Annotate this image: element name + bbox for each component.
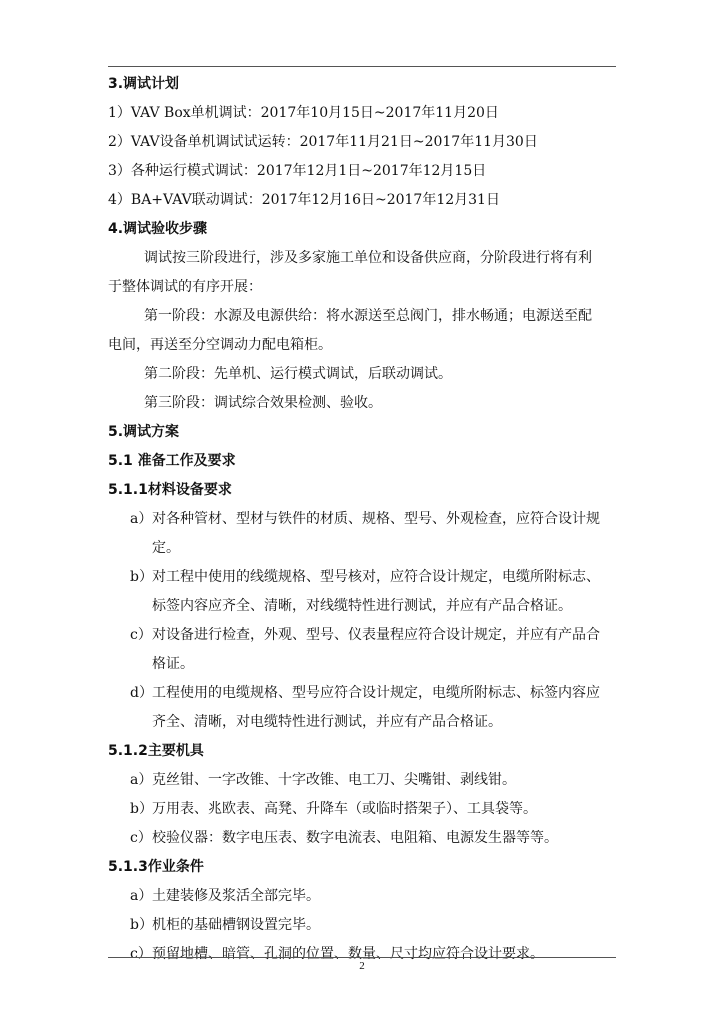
list-item bbox=[108, 882, 616, 911]
heading-5-1-3: 5.1.3作业条件 bbox=[108, 859, 204, 875]
list-text: 土建装修及浆活全部完毕。 bbox=[152, 888, 320, 904]
list-item bbox=[108, 621, 616, 650]
list-text: 克丝钳、一字改锥、十字改锥、电工刀、尖嘴钳、剥线钳。 bbox=[152, 772, 516, 788]
paragraph-line: 调试按三阶段进行，涉及多家施工单位和设备供应商，分阶段进行将有利 bbox=[144, 250, 592, 266]
list-label: a） bbox=[130, 511, 153, 527]
list-item bbox=[108, 505, 616, 534]
list-label: b） bbox=[130, 917, 153, 933]
list-text: 对各种管材、型材与铁件的材质、规格、型号、外观检查，应符合设计规 bbox=[152, 511, 600, 527]
list-text: 工程使用的电缆规格、型号应符合设计规定，电缆所附标志、标签内容应 bbox=[152, 685, 600, 701]
paragraph-line: 于整体调试的有序开展： bbox=[108, 279, 262, 295]
plan-item: 2）VAV设备单机调试试运转：2017年11月21日~2017年11月30日 bbox=[108, 134, 538, 150]
list-text-continued: 格证。 bbox=[152, 656, 194, 672]
header-rule bbox=[108, 66, 616, 67]
paragraph-line: 第三阶段：调试综合效果检测、验收。 bbox=[144, 395, 382, 411]
heading-3: 3.调试计划 bbox=[108, 76, 180, 92]
document-body bbox=[108, 70, 616, 969]
paragraph-line: 电间，再送至分空调动力配电箱柜。 bbox=[108, 337, 332, 353]
heading-5-1: 5.1 准备工作及要求 bbox=[108, 453, 236, 469]
list-label: b） bbox=[130, 801, 153, 817]
list-item bbox=[108, 911, 616, 940]
plan-item: 4）BA+VAV联动调试：2017年12月16日~2017年12月31日 bbox=[108, 192, 500, 208]
list-text-continued: 齐全、清晰，对电缆特性进行测试，并应有产品合格证。 bbox=[152, 714, 502, 730]
list-text-continued: 定。 bbox=[152, 540, 180, 556]
list-label: c） bbox=[130, 946, 152, 962]
list-text: 预留地槽、暗管、孔洞的位置、数量、尺寸均应符合设计要求。 bbox=[152, 946, 544, 962]
heading-5-1-2: 5.1.2主要机具 bbox=[108, 743, 204, 759]
list-label: a） bbox=[130, 888, 153, 904]
heading-4: 4.调试验收步骤 bbox=[108, 221, 208, 237]
list-label: b） bbox=[130, 569, 153, 585]
list-label: d） bbox=[130, 685, 153, 701]
list-text-continued: 标签内容应齐全、清晰，对线缆特性进行测试，并应有产品合格证。 bbox=[152, 598, 572, 614]
list-item bbox=[108, 795, 616, 824]
list-item bbox=[108, 766, 616, 795]
paragraph-line: 第一阶段：水源及电源供给：将水源送至总阀门，排水畅通；电源送至配 bbox=[144, 308, 592, 324]
plan-item: 1）VAV Box单机调试：2017年10月15日~2017年11月20日 bbox=[108, 105, 499, 121]
page-number: 2 bbox=[359, 960, 365, 972]
footer-rule bbox=[108, 957, 616, 958]
list-item bbox=[108, 824, 616, 853]
list-label: c） bbox=[130, 830, 152, 846]
list-text: 万用表、兆欧表、高凳、升降车（或临时搭架子）、工具袋等。 bbox=[152, 801, 537, 817]
heading-5: 5.调试方案 bbox=[108, 424, 180, 440]
list-text: 机柜的基础槽钢设置完毕。 bbox=[152, 917, 320, 933]
list-label: c） bbox=[130, 627, 152, 643]
plan-item: 3）各种运行模式调试：2017年12月1日~2017年12月15日 bbox=[108, 163, 487, 179]
list-item bbox=[108, 563, 616, 592]
heading-5-1-1: 5.1.1材料设备要求 bbox=[108, 482, 232, 498]
list-text: 对设备进行检查，外观、型号、仪表量程应符合设计规定，并应有产品合 bbox=[152, 627, 600, 643]
list-item bbox=[108, 679, 616, 708]
list-label: a） bbox=[130, 772, 153, 788]
list-text: 对工程中使用的线缆规格、型号核对，应符合设计规定，电缆所附标志、 bbox=[152, 569, 600, 585]
list-text: 校验仪器：数字电压表、数字电流表、电阻箱、电源发生器等等。 bbox=[152, 830, 558, 846]
paragraph-line: 第二阶段：先单机、运行模式调试，后联动调试。 bbox=[144, 366, 452, 382]
